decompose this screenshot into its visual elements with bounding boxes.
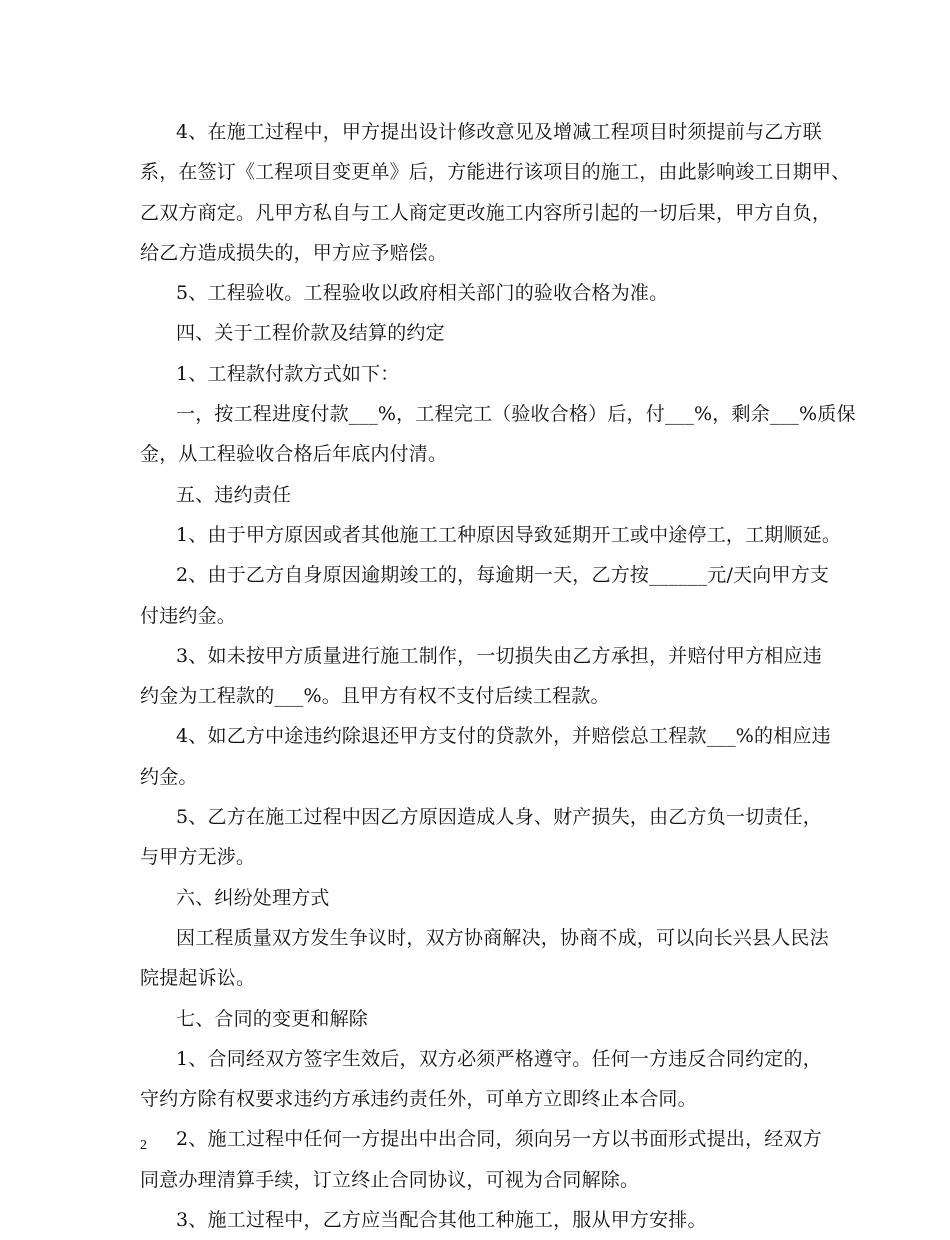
paragraph-line: 守约方除有权要求违约方承违约责任外，可单方立即终止本合同。: [140, 1088, 697, 1111]
paragraph-line: 1、合同经双方签字生效后，双方必须严格遵守。任何一方违反合同约定的，: [176, 1047, 822, 1070]
section-heading: 七、合同的变更和解除: [176, 1007, 369, 1030]
paragraph-line: 2、由于乙方自身原因逾期竣工的，每逾期一天，乙方按______元/天向甲方支: [176, 564, 830, 587]
paragraph-line: 乙双方商定。凡甲方私自与工人商定更改施工内容所引起的一切后果，甲方自负，: [140, 201, 832, 224]
paragraph-line: 2、施工过程中任何一方提出中出合同，须向另一方以书面形式提出，经双方: [176, 1128, 822, 1151]
paragraph-line: 系，在签订《工程项目变更单》后，方能进行该项目的施工，由此影响竣工日期甲、: [140, 161, 851, 184]
section-heading: 五、违约责任: [176, 483, 292, 506]
paragraph-line: 5、乙方在施工过程中因乙方原因造成人身、财产损失，由乙方负一切责任，: [176, 806, 822, 829]
paragraph-line: 5、工程验收。工程验收以政府相关部门的验收合格为准。: [176, 282, 669, 305]
paragraph-line: 院提起诉讼。: [140, 967, 256, 990]
paragraph-line: 3、施工过程中，乙方应当配合其他工种施工，服从甲方安排。: [176, 1209, 707, 1232]
page-number: 2: [140, 1138, 147, 1153]
paragraph-line: 一，按工程进度付款___%，工程完工（验收合格）后，付___%，剩余___%质保: [176, 403, 856, 426]
paragraph-line: 金，从工程验收合格后年底内付清。: [140, 443, 448, 466]
paragraph-line: 给乙方造成损失的，甲方应予赔偿。: [140, 241, 448, 264]
paragraph-line: 1、由于甲方原因或者其他施工工种原因导致延期开工或中途停工，工期顺延。: [176, 523, 842, 546]
paragraph-line: 4、如乙方中途违约除退还甲方支付的贷款外，并赔偿总工程款___%的相应违: [176, 725, 831, 748]
paragraph-line: 因工程质量双方发生争议时，双方协商解决，协商不成，可以向长兴县人民法: [176, 926, 829, 949]
section-heading: 四、关于工程价款及结算的约定: [176, 322, 445, 345]
paragraph-line: 约金。: [140, 765, 198, 788]
paragraph-line: 约金为工程款的___%。且甲方有权不支付后续工程款。: [140, 685, 610, 708]
section-heading: 六、纠纷处理方式: [176, 886, 330, 909]
paragraph-line: 4、在施工过程中，甲方提出设计修改意见及增减工程项目时须提前与乙方联: [176, 121, 822, 143]
paragraph-line: 付违约金。: [140, 604, 237, 627]
paragraph-line: 1、工程款付款方式如下：: [176, 362, 400, 385]
paragraph-line: 同意办理清算手续，订立终止合同协议，可视为合同解除。: [140, 1168, 640, 1191]
paragraph-line: 与甲方无涉。: [140, 846, 256, 869]
paragraph-line: 3、如未按甲方质量进行施工制作，一切损失由乙方承担，并赔付甲方相应违: [176, 644, 822, 667]
document-body: [140, 112, 856, 1240]
